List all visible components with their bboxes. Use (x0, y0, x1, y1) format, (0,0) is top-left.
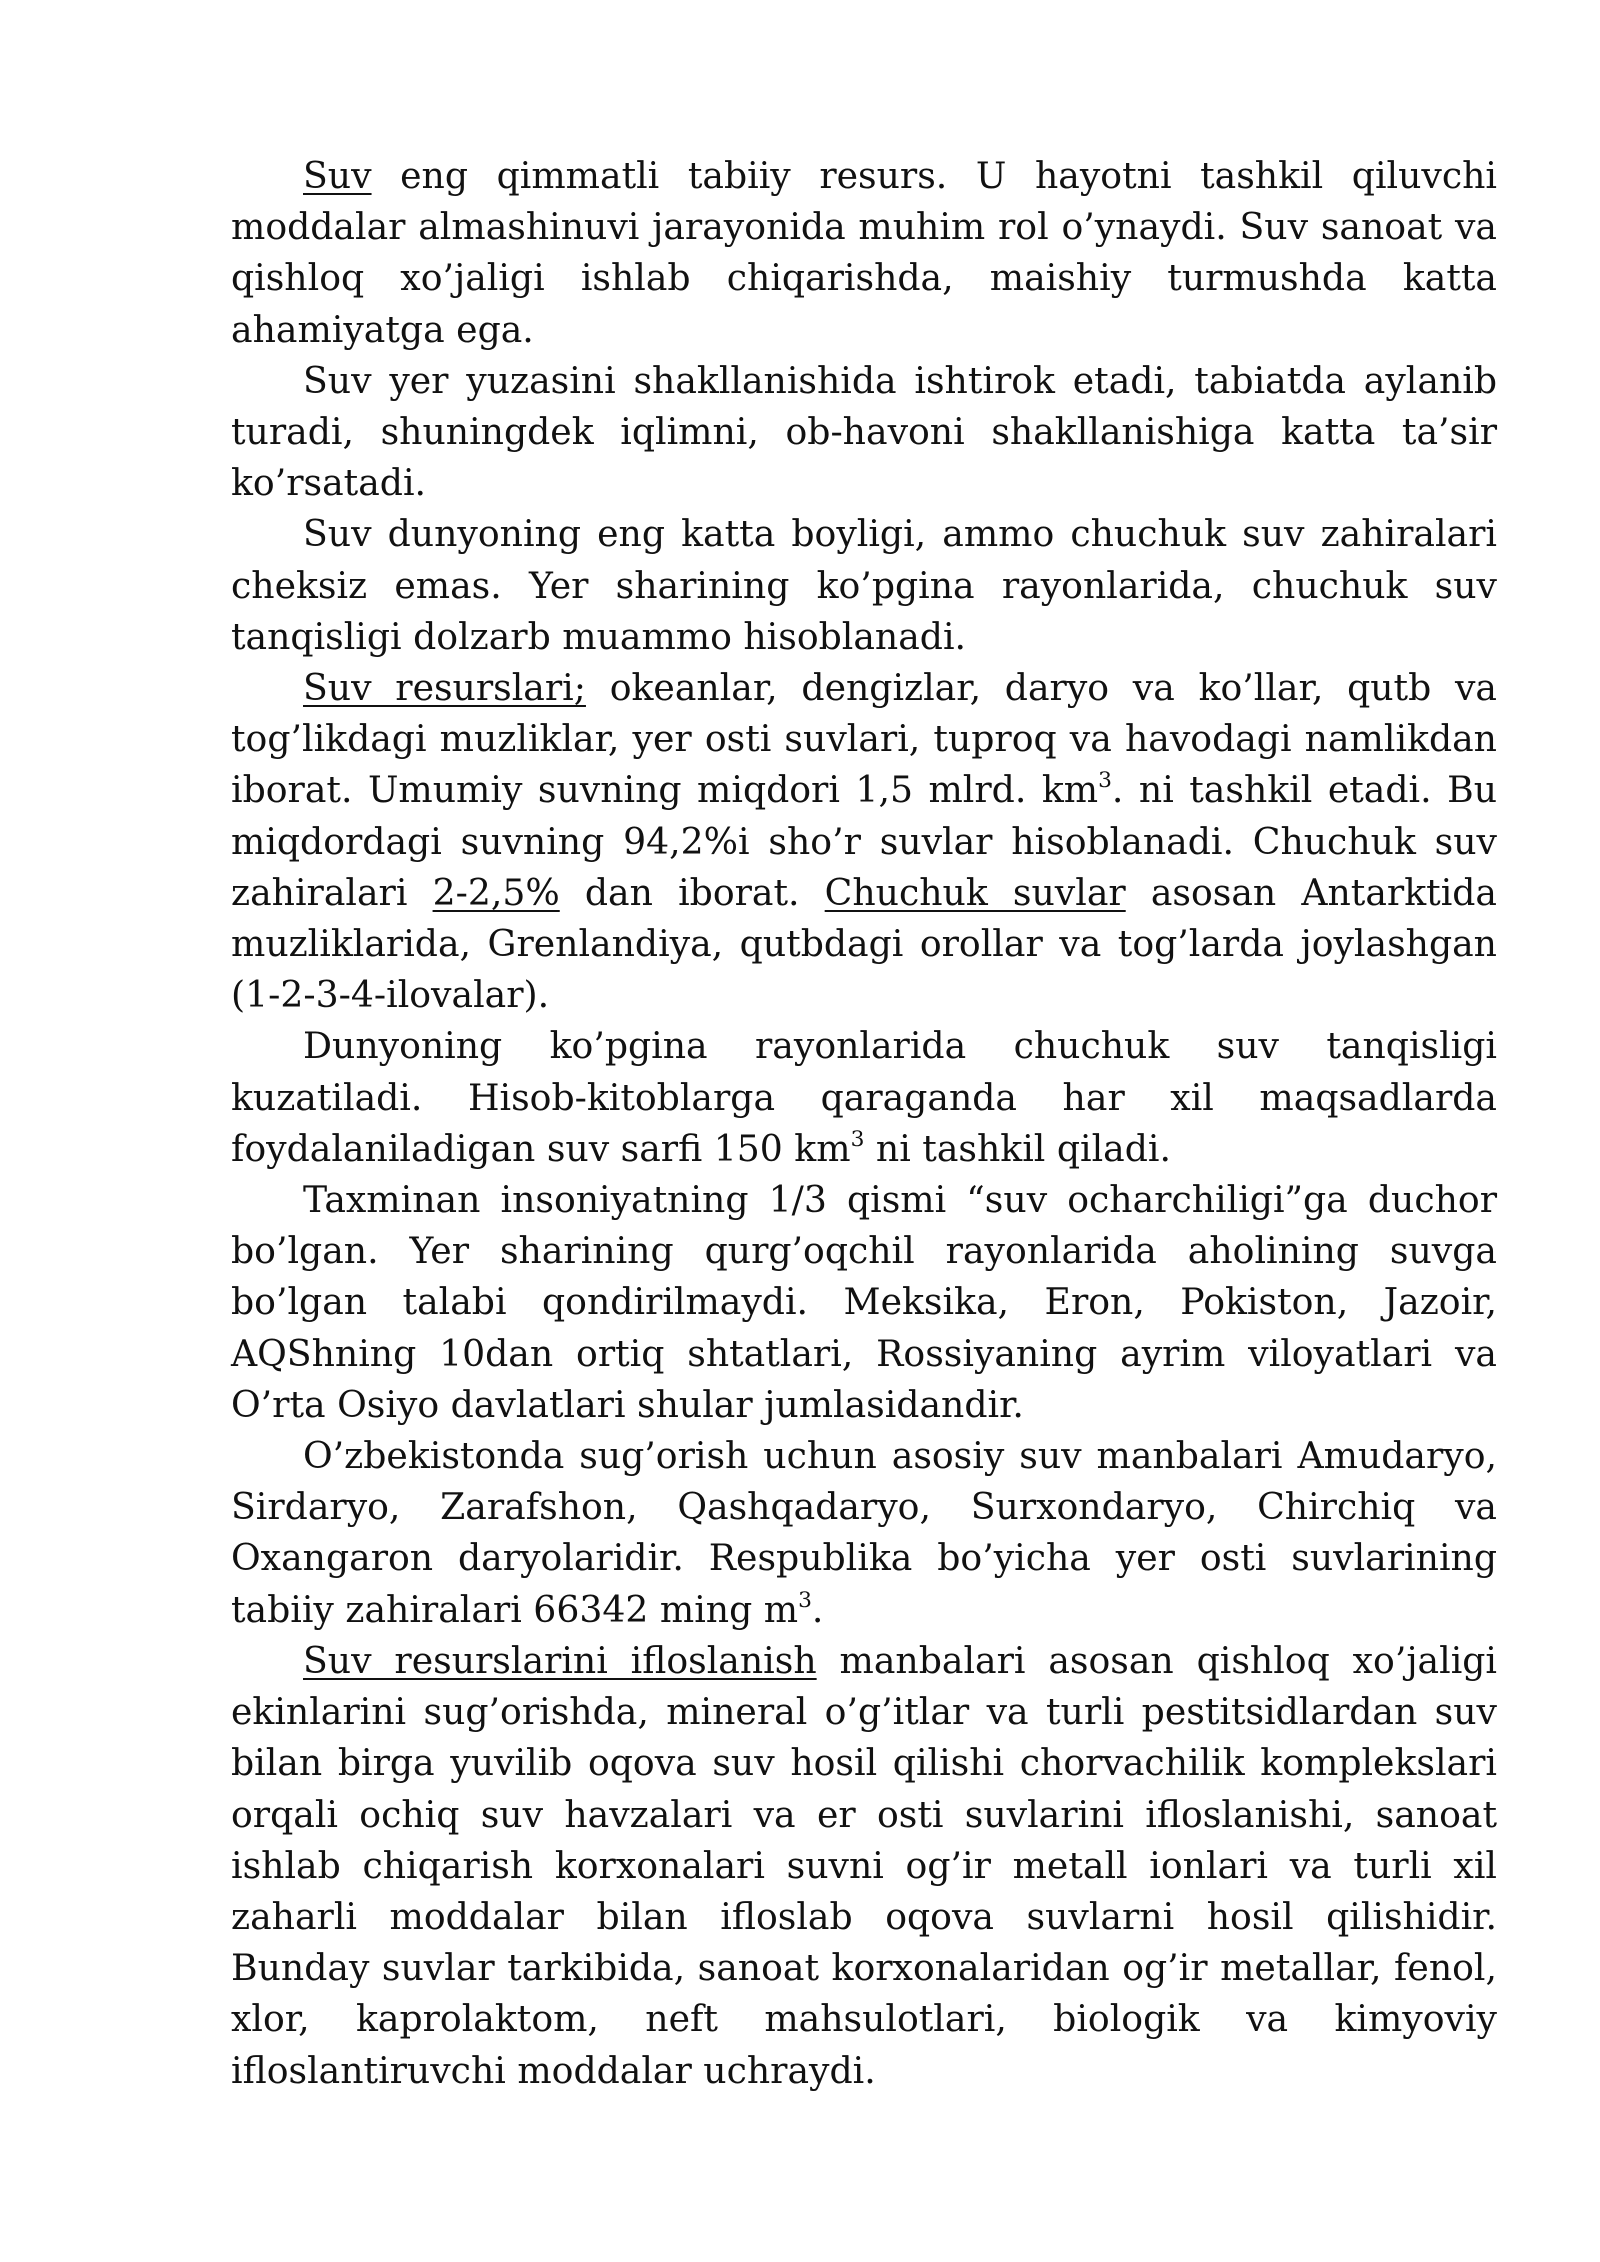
paragraph-text: Taxminan insoniyatning 1/3 qismi “suv ocharchiligi”ga duchor bo’lgan. Yer sharining qurg’oqchil rayonlarida aholining suvga bo’lgan talabi qondirilmaydi. Meksika, Eron, Pokiston, Jazoir, AQShning 10dan ortiq shtatlari, Rossiyaning ayrim viloyatlari va O’rta Osiyo davlatlari shular jumlasidandir. (231, 1178, 1497, 1426)
paragraph-text: Suv dunyoning eng katta boyligi, ammo chuchuk suv zahiralari cheksiz emas. Yer sharining ko’pgina rayonlarida, chuchuk suv tanqisligi dolzarb muammo hisoblanadi. (231, 512, 1497, 658)
paragraph-2 (231, 355, 1497, 509)
underlined-term: Suv resurslarini ifloslanish (303, 1638, 817, 1682)
underlined-term: Suv (303, 154, 372, 197)
paragraph-8 (231, 1635, 1497, 2096)
paragraph-text: ni tashkil qiladi. (864, 1126, 1171, 1170)
paragraph-text: O’zbekistonda sug’orish uchun asosiy suv manbalari Amudaryo, Sirdaryo, Zarafshon, Qashqadaryo, Surxondaryo, Chirchiq va Oxangaron daryolaridir. Respublika bo’yicha yer osti suvlarining tabiiy zahiralari 66342 ming m (231, 1434, 1497, 1631)
paragraph-text: manbalari asosan qishloq xo’jaligi ekinlarini sug’orishda, mineral o’g’itlar va turli pestitsidlardan suv bilan birga yuvilib oqova suv hosil qilishi chorvachilik komplekslari orqali ochiq suv havzalari va er osti suvlarini ifloslanishi, sanoat ishlab chiqarish korxonalari suvni og’ir metall ionlari va turli xil zaharli moddalar bilan ifloslab oqova suvlarni hosil qilishidir. Bunday suvlar tarkibida, sanoat korxonalaridan og’ir metallar, fenol, xlor, kaprolaktom, neft mahsulotlari, biologik va kimyoviy ifloslantiruvchi moddalar uchraydi. (231, 1638, 1498, 2092)
paragraph-text: Suv yer yuzasini shakllanishida ishtirok etadi, tabiatda aylanib turadi, shuningdek iqlimni, ob-havoni shakllanishiga katta ta’sir ko’rsatadi. (231, 358, 1497, 505)
paragraph-text: dan iborat. (559, 870, 825, 914)
paragraph-7 (231, 1430, 1497, 1635)
underlined-term: Suv resurslari; (303, 666, 586, 710)
paragraph-6 (231, 1174, 1497, 1430)
paragraph-1 (231, 150, 1497, 355)
superscript: 3 (1098, 768, 1112, 794)
underlined-term: 2-2,5% (432, 870, 560, 914)
paragraph-text: okeanlar, dengizlar, daryo va ko’llar, qutb va tog’likdagi muzliklar, yer osti suvlari, tuproq va havodagi namlikdan iborat. Umumiy suvning miqdori 1,5 mlrd. km (231, 666, 1497, 812)
superscript: 3 (850, 1126, 865, 1152)
document-page (231, 150, 1497, 2096)
underlined-term: Chuchuk suvlar (824, 870, 1126, 914)
superscript: 3 (798, 1587, 812, 1613)
paragraph-text: Dunyoning ko’pgina rayonlarida chuchuk suv tanqisligi kuzatiladi. Hisob-kitoblarga qaraganda har xil maqsadlarda foydalaniladigan suv sarfi 150 km (231, 1024, 1497, 1170)
paragraph-3 (231, 508, 1497, 662)
paragraph-text: asosan Antarktida muzliklarida, Grenlandiya, qutbdagi orollar va tog’larda joylashgan (1-2-3-4-ilovalar). (231, 870, 1498, 1017)
paragraph-text: . ni tashkil etadi. Bu miqdordagi suvning 94,2%i sho’r suvlar hisoblanadi. Chuchuk suv zahiralari (231, 768, 1497, 914)
paragraph-5 (231, 1020, 1497, 1174)
paragraph-text: . (811, 1587, 824, 1631)
paragraph-text: eng qimmatli tabiiy resurs. U hayotni tashkil qiluvchi moddalar almashinuvi jarayonida muhim rol o’ynaydi. Suv sanoat va qishloq xo’jaligi ishlab chiqarishda, maishiy turmushda katta ahamiyatga ega. (231, 154, 1497, 351)
paragraph-4 (231, 662, 1497, 1020)
